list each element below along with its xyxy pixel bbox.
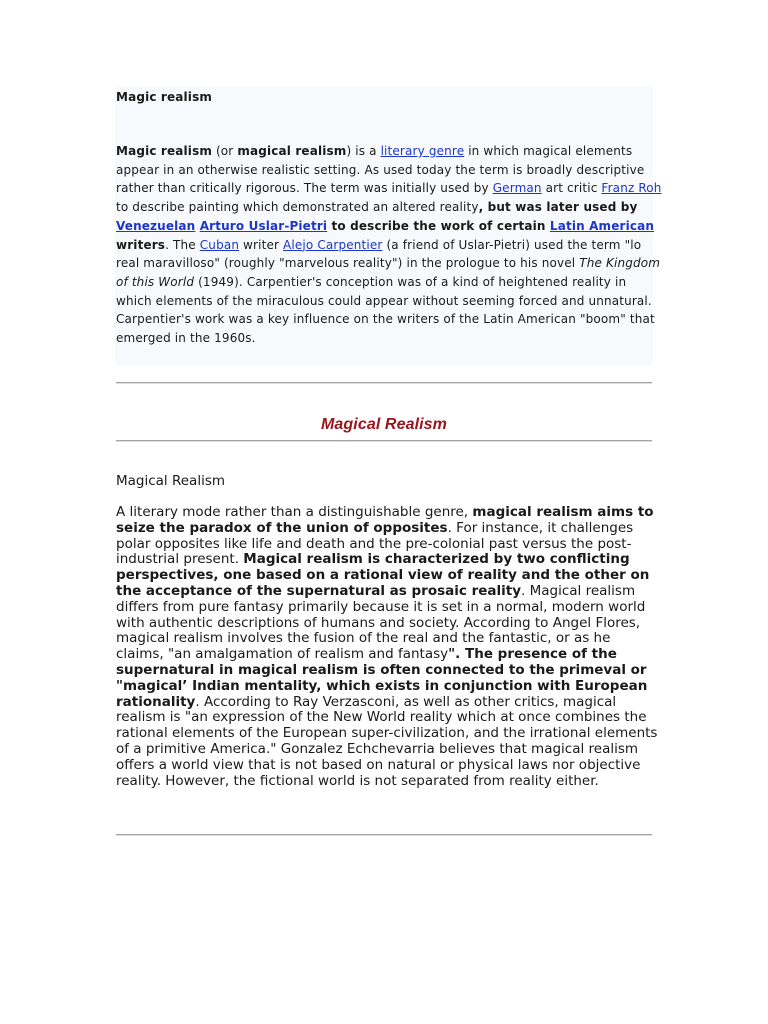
text-run: in which magical elements appear in an otherwise realistic setting. As used today the term is broadly descriptive rather than critically rigorous. The term was initially used by	[116, 144, 645, 196]
bold-run: Magical realism is characterized by two conflicting perspectives, one based on a rational view of reality and the other on the acceptance of the supernatural as prosaic reality	[116, 551, 650, 599]
text-run: art critic	[541, 181, 602, 196]
text-run: . Magical realism differs from pure fantasy primarily because it is set in a normal, modern world with authentic descriptions of humans and society. According to Angel Flores, magical realism involves the fusion of the real and the fantastic, or as he claims, "an amalgamation of realism and fantasy	[116, 582, 646, 663]
link-german[interactable]: German	[492, 181, 542, 196]
term-magic-realism: Magic realism	[116, 144, 213, 158]
bold-run: , but was later used by	[478, 200, 638, 215]
link-latin-american[interactable]: Latin American	[549, 218, 655, 233]
text-run: . For instance, it challenges polar opposites like life and death and the pre-colonial past versus the post-industrial present.	[116, 519, 634, 568]
divider	[116, 834, 652, 836]
bold-run: ". The presence of the supernatural in magical realism is often connected to the primeval or "magical’ Indian mentality, which exists in conjunction with European rationality	[116, 646, 648, 710]
bold-run: magical realism aims to seize the paradox of the union of opposites	[116, 504, 654, 536]
section2-paragraph	[116, 505, 661, 789]
text-run: . According to Ray Verzasconi, as well as other critics, magical realism is "an expression of the New World reality which at once combines the rational elements of the European super-civilization, and the irrational elements of a primitive America." Gonzalez Echchevarria believes that magical realism offers a world view that is not based on natural or physical laws nor objective reality. However, the fictional world is not separated from reality either.	[116, 693, 658, 789]
divider	[116, 440, 652, 442]
text-run: (a friend of Uslar-Pietri) used the term "lo real maravilloso" (roughly "marvelous reality") in the prologue to his novel	[116, 237, 642, 271]
link-alejo-carpentier[interactable]: Alejo Carpentier	[283, 237, 383, 252]
text-run: (or	[212, 144, 238, 158]
text-run: to describe painting which demonstrated an altered reality	[116, 200, 479, 215]
section2-heading: Magical Realism	[116, 473, 226, 489]
link-arturo-uslar-pietri[interactable]: Arturo Uslar-Pietri	[199, 218, 328, 233]
link-franz-roh[interactable]: Franz Roh	[601, 181, 662, 196]
text-run: A literary mode rather than a distinguishable genre,	[116, 504, 473, 520]
link-literary-genre[interactable]: literary genre	[380, 144, 465, 158]
link-venezuelan[interactable]: Venezuelan	[116, 218, 196, 233]
book-title: The Kingdom of this World	[116, 256, 661, 289]
section2-banner-title: Magical Realism	[321, 416, 447, 433]
text-run: writer	[239, 237, 284, 252]
bold-run: writers	[116, 237, 166, 252]
text-run: (1949). Carpentier's conception was of a kind of heightened reality in which elements of the miraculous could appear without seeming forced and unnatural. Carpentier's work was a key influence on the writers of the Latin American "boom" that emerged in the 1960s.	[116, 274, 655, 346]
link-cuban[interactable]: Cuban	[199, 237, 240, 252]
bold-run: to describe the work of certain	[327, 218, 550, 233]
divider	[116, 382, 652, 384]
term-magical-realism: magical realism	[237, 144, 347, 158]
text-run: . The	[165, 237, 200, 252]
section1-paragraph	[116, 142, 662, 348]
section1-heading: Magic realism	[116, 90, 213, 104]
text-run: ) is a	[346, 144, 381, 158]
